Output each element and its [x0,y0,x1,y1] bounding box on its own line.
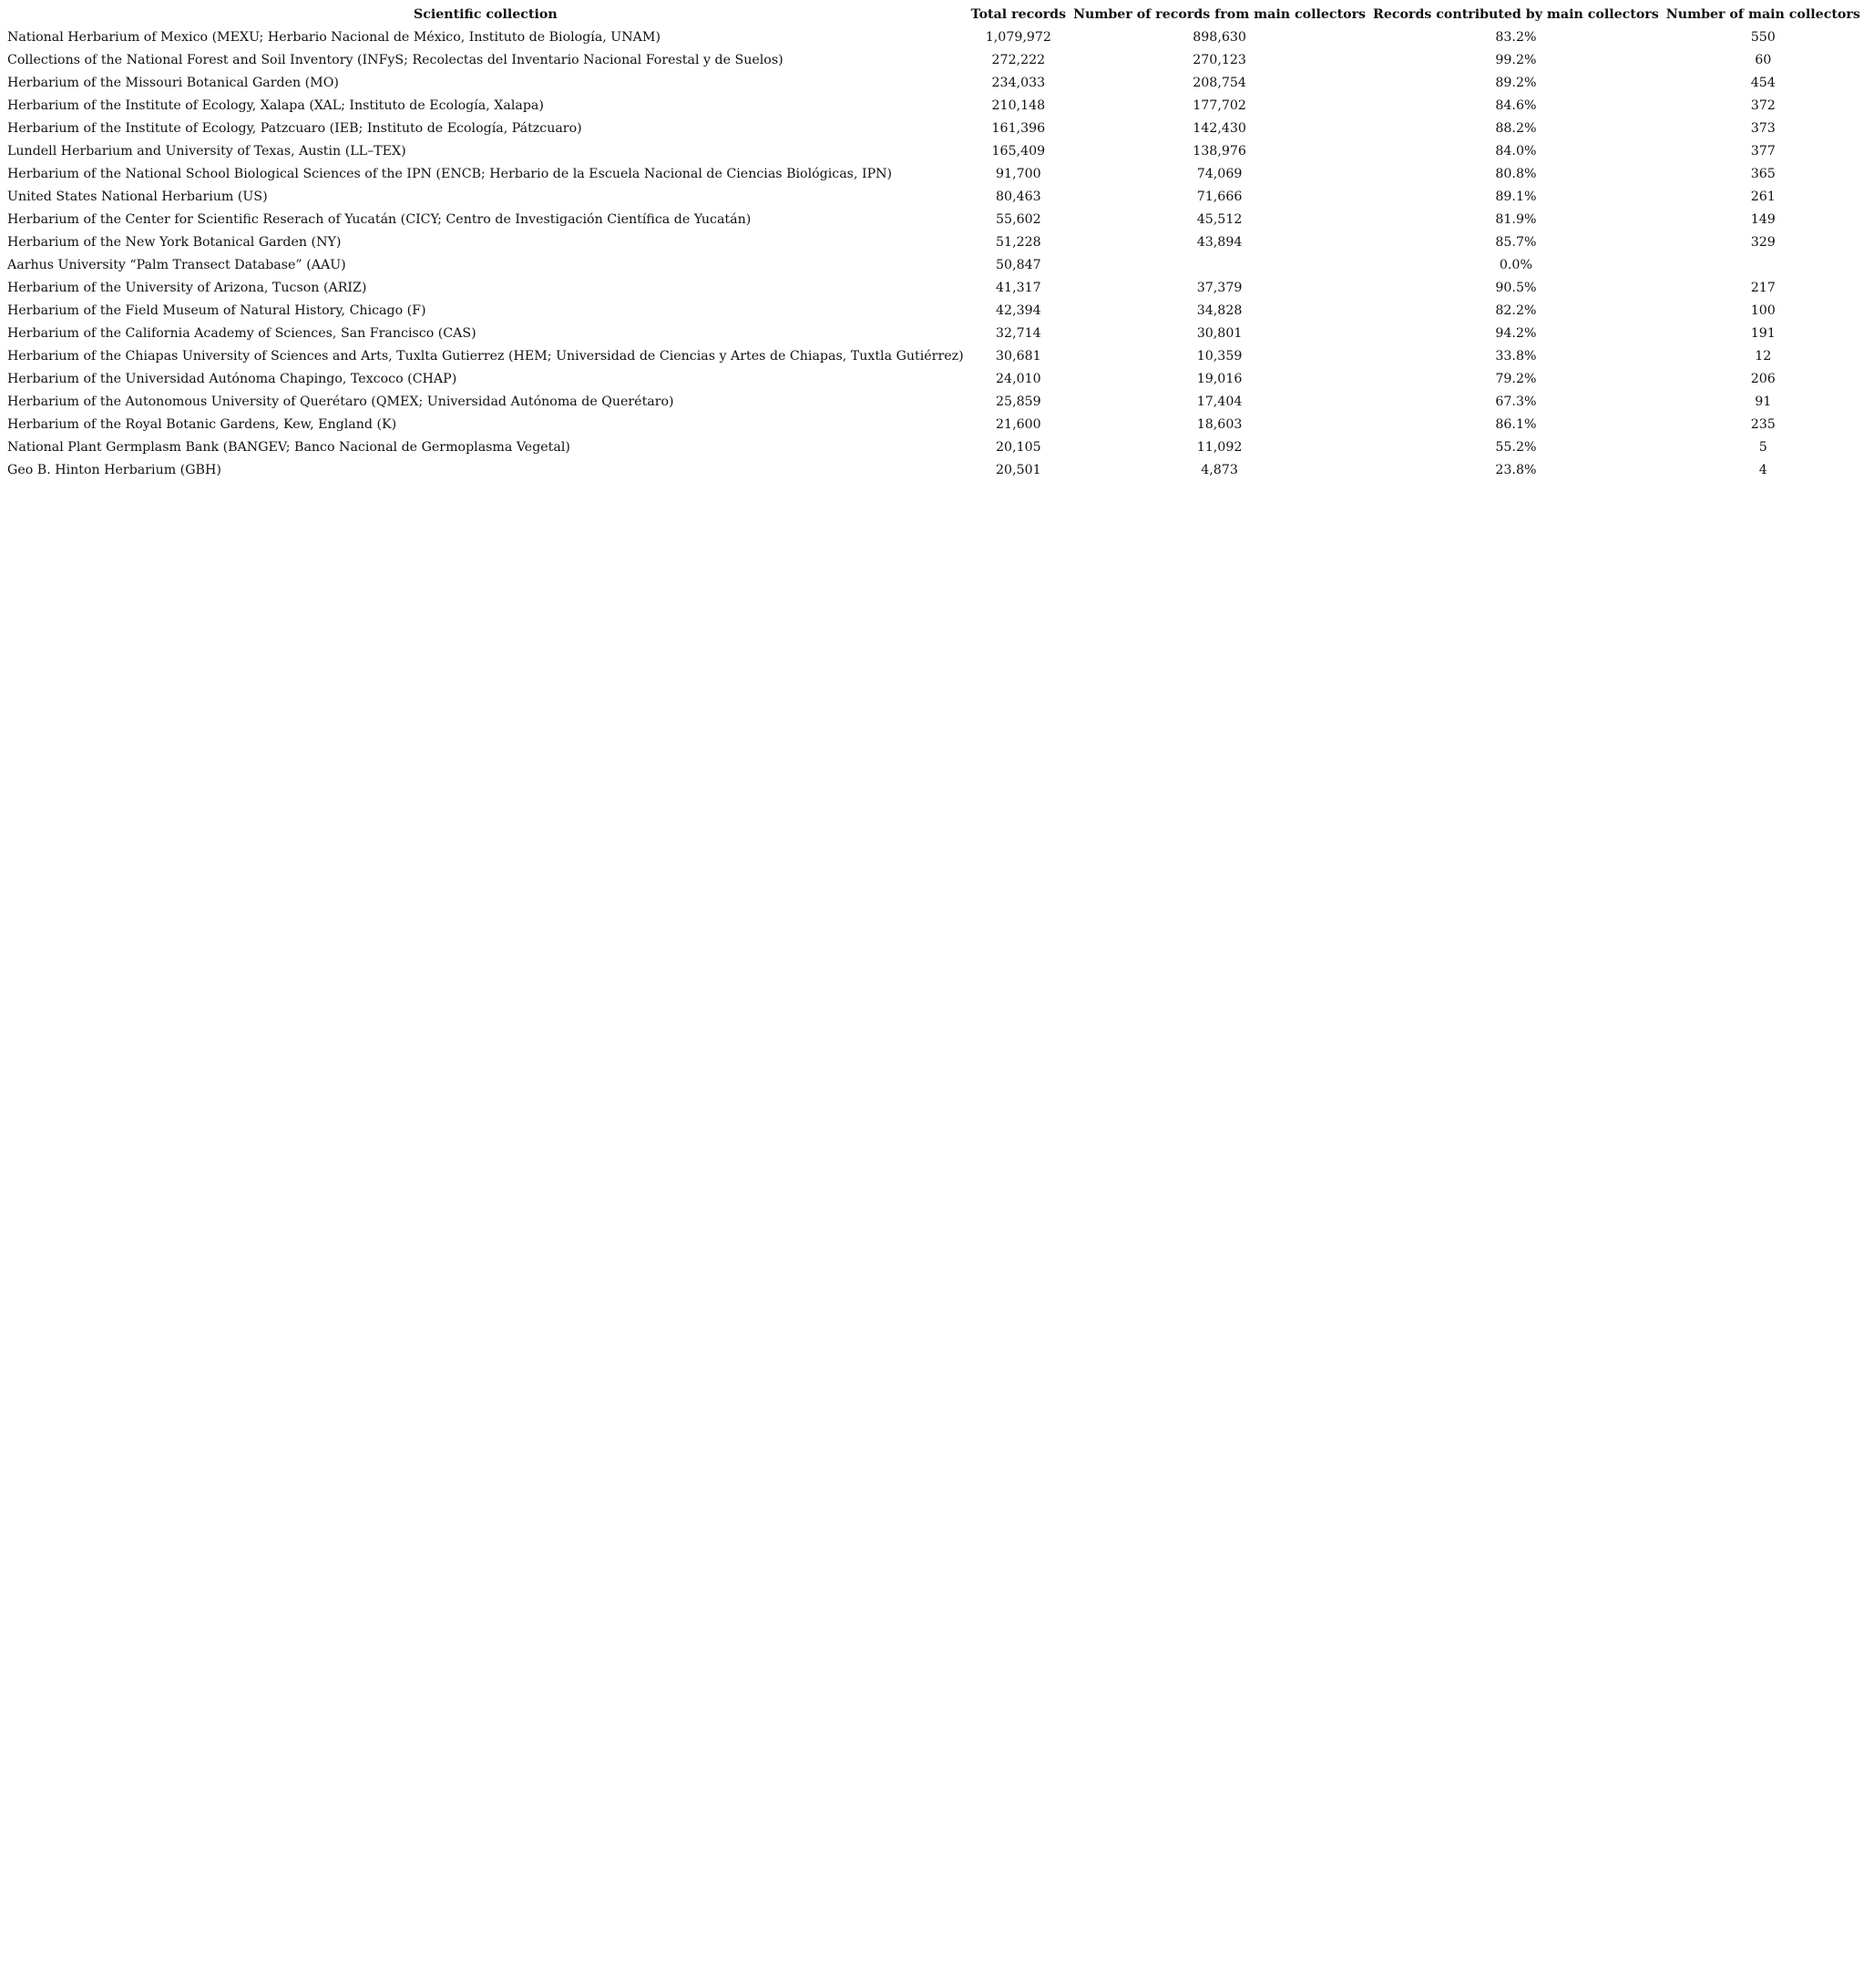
table-row [4,345,1864,368]
main-collector-records-cell: 45,512 [1196,212,1243,227]
main-collector-records-cell: 208,754 [1193,76,1246,90]
main-collector-records-cell: 142,430 [1193,121,1246,136]
collection-name-cell: Herbarium of the University of Arizona, Tucson (ARIZ) [7,281,367,295]
collection-name-cell: Aarhus University “Palm Transect Database” (AAU) [7,258,346,272]
table-row [4,140,1864,163]
main-collectors-count-cell: 373 [1750,121,1776,136]
percent-main-collectors-cell: 85.7% [1495,235,1537,250]
percent-main-collectors-cell: 79.2% [1495,372,1537,386]
total-records-cell: 42,394 [996,303,1041,318]
table-row [4,436,1864,459]
percent-main-collectors-cell: 86.1% [1495,417,1537,432]
header-number-main-collectors: Number of main collectors [1665,7,1860,22]
main-collectors-count-cell: 550 [1750,30,1776,45]
table-row [4,186,1864,209]
main-collectors-count-cell: 100 [1750,303,1776,318]
total-records-cell: 20,105 [996,440,1041,455]
main-collectors-count-cell: 372 [1750,98,1776,113]
main-collector-records-cell: 43,894 [1196,235,1243,250]
collection-name-cell: Herbarium of the Missouri Botanical Garden (MO) [7,76,339,90]
main-collectors-count-cell: 60 [1755,53,1772,67]
table-row [4,368,1864,391]
collection-name-cell: United States National Herbarium (US) [7,190,268,204]
total-records-cell: 25,859 [996,395,1041,409]
main-collector-records-cell: 30,801 [1196,326,1243,341]
header-row [4,4,1864,26]
collection-name-cell: Herbarium of the National School Biological Sciences of the IPN (ENCB; Herbario de la Escuela Nacional de Ciencias Biológicas, IPN) [7,167,893,181]
main-collectors-count-cell: 235 [1750,417,1776,432]
percent-main-collectors-cell: 81.9% [1495,212,1537,227]
total-records-cell: 55,602 [996,212,1041,227]
main-collector-records-cell: 11,092 [1196,440,1243,455]
table-row [4,95,1864,118]
table-row [4,323,1864,345]
table-row [4,277,1864,300]
header-total-records: Total records [970,7,1067,22]
collection-name-cell: Lundell Herbarium and University of Texas, Austin (LL–TEX) [7,144,406,159]
table-row [4,26,1864,49]
collections-table [4,4,1864,482]
collection-name-cell: Herbarium of the Royal Botanic Gardens, Kew, England (K) [7,417,397,432]
percent-main-collectors-cell: 94.2% [1495,326,1537,341]
main-collectors-count-cell [1663,254,1864,277]
percent-main-collectors-cell: 55.2% [1495,440,1537,455]
percent-main-collectors-cell: 88.2% [1495,121,1537,136]
total-records-cell: 32,714 [996,326,1041,341]
header-percent-main-collectors: Records contributed by main collectors [1373,7,1659,22]
table-body [4,26,1864,482]
main-collectors-count-cell: 4 [1758,463,1767,477]
percent-main-collectors-cell: 67.3% [1495,395,1537,409]
main-collector-records-cell: 898,630 [1193,30,1246,45]
collection-name-cell: Herbarium of the California Academy of Sciences, San Francisco (CAS) [7,326,476,341]
main-collectors-count-cell: 149 [1750,212,1776,227]
table-row [4,391,1864,414]
total-records-cell: 30,681 [996,349,1041,364]
table-row [4,163,1864,186]
main-collector-records-cell: 74,069 [1196,167,1243,181]
header-records-main-collectors: Number of records from main collectors [1073,7,1367,22]
main-collector-records-cell: 71,666 [1196,190,1243,204]
main-collector-records-cell: 177,702 [1193,98,1246,113]
percent-main-collectors-cell: 90.5% [1495,281,1537,295]
main-collector-records-cell: 19,016 [1196,372,1243,386]
table-row [4,254,1864,277]
collection-name-cell: Herbarium of the Universidad Autónoma Chapingo, Texcoco (CHAP) [7,372,457,386]
collection-name-cell: Herbarium of the Institute of Ecology, Xalapa (XAL; Instituto de Ecología, Xalapa) [7,98,544,113]
main-collector-records-cell: 18,603 [1196,417,1243,432]
main-collector-records-cell: 4,873 [1201,463,1238,477]
main-collectors-count-cell: 206 [1750,372,1776,386]
collection-name-cell: Herbarium of the Autonomous University of Querétaro (QMEX; Universidad Autónoma de Querétaro) [7,395,674,409]
table-row [4,300,1864,323]
total-records-cell: 80,463 [996,190,1041,204]
percent-main-collectors-cell: 84.6% [1495,98,1537,113]
main-collectors-count-cell: 261 [1750,190,1776,204]
main-collector-records-cell: 138,976 [1193,144,1246,159]
main-collectors-count-cell: 377 [1750,144,1776,159]
total-records-cell: 210,148 [991,98,1046,113]
collection-name-cell: Collections of the National Forest and Soil Inventory (INFyS; Recolectas del Inventario Nacional Forestal y de Suelos) [7,53,783,67]
main-collector-records-cell [1070,254,1369,277]
main-collector-records-cell: 34,828 [1196,303,1243,318]
total-records-cell: 51,228 [996,235,1041,250]
collection-name-cell: National Plant Germplasm Bank (BANGEV; Banco Nacional de Germoplasma Vegetal) [7,440,570,455]
main-collector-records-cell: 270,123 [1193,53,1246,67]
total-records-cell: 234,033 [991,76,1046,90]
main-collectors-count-cell: 217 [1750,281,1776,295]
main-collector-records-cell: 37,379 [1196,281,1243,295]
table-row [4,231,1864,254]
table-row [4,209,1864,231]
percent-main-collectors-cell: 89.2% [1495,76,1537,90]
collection-name-cell: Herbarium of the Institute of Ecology, Patzcuaro (IEB; Instituto de Ecología, Pátzcuaro) [7,121,582,136]
total-records-cell: 91,700 [996,167,1041,181]
collection-name-cell: Herbarium of the Field Museum of Natural History, Chicago (F) [7,303,426,318]
percent-main-collectors-cell: 0.0% [1499,258,1532,272]
main-collectors-count-cell: 454 [1750,76,1776,90]
main-collectors-count-cell: 5 [1758,440,1767,455]
main-collector-records-cell: 10,359 [1196,349,1243,364]
total-records-cell: 21,600 [996,417,1041,432]
collection-name-cell: Geo B. Hinton Herbarium (GBH) [7,463,221,477]
percent-main-collectors-cell: 33.8% [1495,349,1537,364]
percent-main-collectors-cell: 82.2% [1495,303,1537,318]
main-collectors-count-cell: 365 [1750,167,1776,181]
percent-main-collectors-cell: 99.2% [1495,53,1537,67]
total-records-cell: 24,010 [996,372,1041,386]
main-collectors-count-cell: 12 [1755,349,1772,364]
percent-main-collectors-cell: 83.2% [1495,30,1537,45]
table-row [4,414,1864,436]
total-records-cell: 20,501 [996,463,1041,477]
main-collectors-count-cell: 191 [1750,326,1776,341]
percent-main-collectors-cell: 80.8% [1495,167,1537,181]
table-row [4,49,1864,72]
percent-main-collectors-cell: 84.0% [1495,144,1537,159]
header-scientific-collection: Scientific collection [413,7,558,22]
table-row [4,118,1864,140]
collection-name-cell: National Herbarium of Mexico (MEXU; Herbario Nacional de México, Instituto de Biología, UNAM) [7,30,661,45]
main-collectors-count-cell: 91 [1755,395,1772,409]
total-records-cell: 41,317 [996,281,1041,295]
total-records-cell: 1,079,972 [985,30,1051,45]
percent-main-collectors-cell: 23.8% [1495,463,1537,477]
collection-name-cell: Herbarium of the Chiapas University of Sciences and Arts, Tuxlta Gutierrez (HEM; Universidad de Ciencias y Artes de Chiapas, Tuxtla Gutiérrez) [7,349,964,364]
total-records-cell: 161,396 [991,121,1046,136]
total-records-cell: 50,847 [996,258,1041,272]
table-row [4,459,1864,482]
total-records-cell: 272,222 [991,53,1046,67]
collection-name-cell: Herbarium of the Center for Scientific Reserach of Yucatán (CICY; Centro de Investigación Científica de Yucatán) [7,212,752,227]
total-records-cell: 165,409 [991,144,1046,159]
collection-name-cell: Herbarium of the New York Botanical Garden (NY) [7,235,342,250]
percent-main-collectors-cell: 89.1% [1495,190,1537,204]
main-collector-records-cell: 17,404 [1196,395,1243,409]
table-row [4,72,1864,95]
main-collectors-count-cell: 329 [1750,235,1776,250]
